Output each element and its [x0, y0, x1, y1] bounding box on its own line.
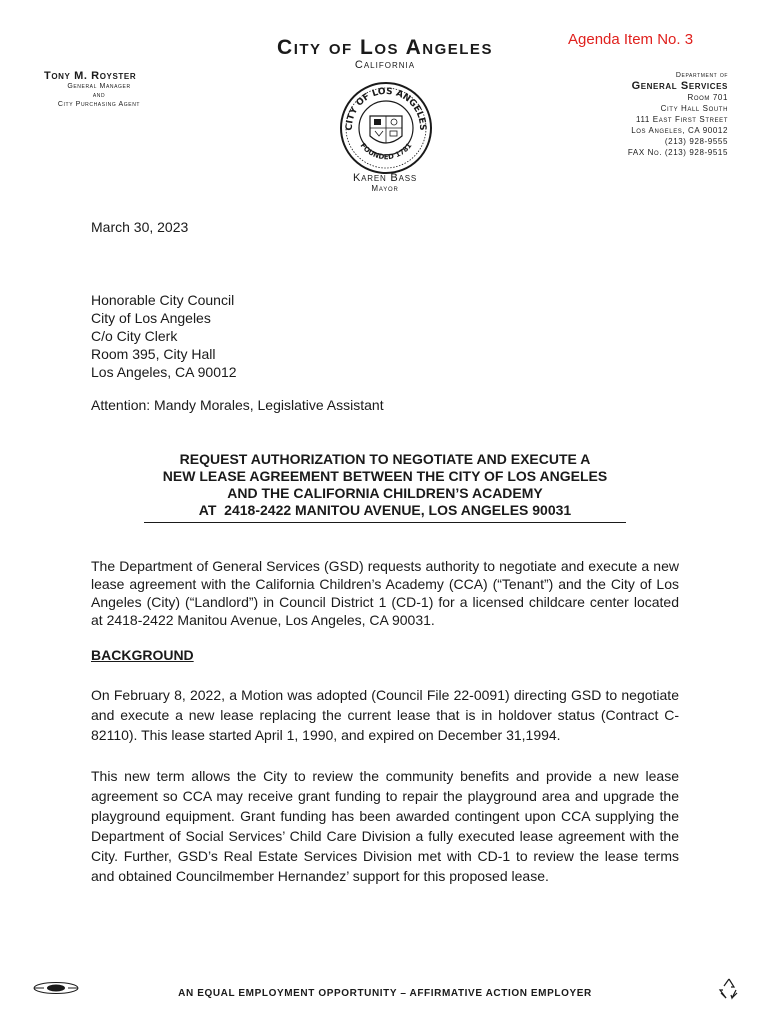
- general-manager-title-3: City Purchasing Agent: [57, 101, 141, 108]
- letter-date: March 30, 2023: [91, 219, 189, 235]
- background-paragraph-1: On February 8, 2022, a Motion was adopted (Council File 22-0091) directing GSD to negotiate and execute a new lease replacing the current lease that is in holdover status (Contract C-82110). This lease started April 1, 1990, and expired on December 31,1994.: [91, 687, 679, 743]
- department-label: Department of: [675, 72, 728, 79]
- mayor-block: [0, 172, 770, 193]
- department-city-zip: Los Angeles, CA 90012: [631, 126, 728, 135]
- background-paragraph-2: This new term allows the City to review the community benefits and provide a new lease agreement so CCA may receive grant funding to repair the playground area and upgrade the playground equipment. Grant funding has been awarded contingent upon CCA supplying the Department of Social Services’ Child Care Division a fully executed lease agreement with the City. Further, GSD’s Real Estate Services Division met with CD-1 to review the lease terms and obtained Councilmember Hernandez’ support for this proposed lease.: [91, 768, 679, 884]
- svg-text:FOUNDED 1781: [359, 142, 414, 162]
- footer-eeo-statement: AN EQUAL EMPLOYMENT OPPORTUNITY – AFFIRMATIVE ACTION EMPLOYER: [178, 988, 592, 999]
- subject-line-2: NEW LEASE AGREEMENT BETWEEN THE CITY OF LOS ANGELES: [162, 468, 608, 484]
- department-building: City Hall South: [660, 104, 728, 113]
- background-heading: BACKGROUND: [91, 647, 194, 663]
- subject-underline: [144, 522, 626, 523]
- general-manager-block: [44, 70, 154, 109]
- mayor-name: Karen Bass: [353, 172, 417, 184]
- department-street: 111 East First Street: [636, 115, 728, 124]
- seal-bottom-text: FOUNDED 1781: [358, 141, 414, 162]
- seal-top-text: CITY OF LOS ANGELES: [344, 86, 428, 131]
- recipient-line-4: Room 395, City Hall: [91, 346, 216, 362]
- intro-paragraph: The Department of General Services (GSD) requests authority to negotiate and execute a new lease agreement with the California Children’s Academy (CCA) (“Tenant”) and the City of Los Angeles (City) (“Landlord”) in Council District 1 (CD-1) for a licensed childcare center located at 2418-2422 Manitou Avenue, Los Angeles, CA 90031.: [91, 558, 679, 628]
- department-address-block: [610, 70, 728, 158]
- attention-line: Attention: Mandy Morales, Legislative Assistant: [91, 397, 384, 413]
- recipient-line-1: Honorable City Council: [91, 292, 235, 308]
- subject-line-1: REQUEST AUTHORIZATION TO NEGOTIATE AND EXECUTE A: [179, 451, 591, 467]
- recipient-line-3: C/o City Clerk: [91, 328, 178, 344]
- letterhead-state: California: [354, 59, 416, 71]
- subject-heading: [120, 451, 650, 519]
- recipient-line-5: Los Angeles, CA 90012: [91, 364, 237, 380]
- subject-line-3: AND THE CALIFORNIA CHILDREN’S ACADEMY: [227, 485, 543, 501]
- general-manager-title-2: and: [92, 92, 106, 99]
- recipient-address: [91, 291, 237, 381]
- general-manager-title-1: General Manager: [67, 83, 131, 90]
- agenda-item-label: Agenda Item No. 3: [568, 31, 694, 48]
- department-name: General Services: [631, 80, 728, 92]
- recipient-line-2: City of Los Angeles: [91, 310, 211, 326]
- department-room: Room 701: [687, 93, 728, 102]
- mayor-title: Mayor: [371, 184, 399, 193]
- city-seal-icon: [338, 80, 434, 176]
- letterhead-city-title: City of Los Angeles: [277, 36, 493, 59]
- recycle-icon: [716, 976, 742, 1002]
- department-phone: (213) 928-9555: [664, 137, 728, 146]
- subject-line-4: AT 2418-2422 MANITOU AVENUE, LOS ANGELES 90031: [198, 502, 572, 518]
- general-manager-name: Tony M. Royster: [44, 70, 137, 82]
- department-fax: FAX No. (213) 928-9515: [627, 148, 728, 157]
